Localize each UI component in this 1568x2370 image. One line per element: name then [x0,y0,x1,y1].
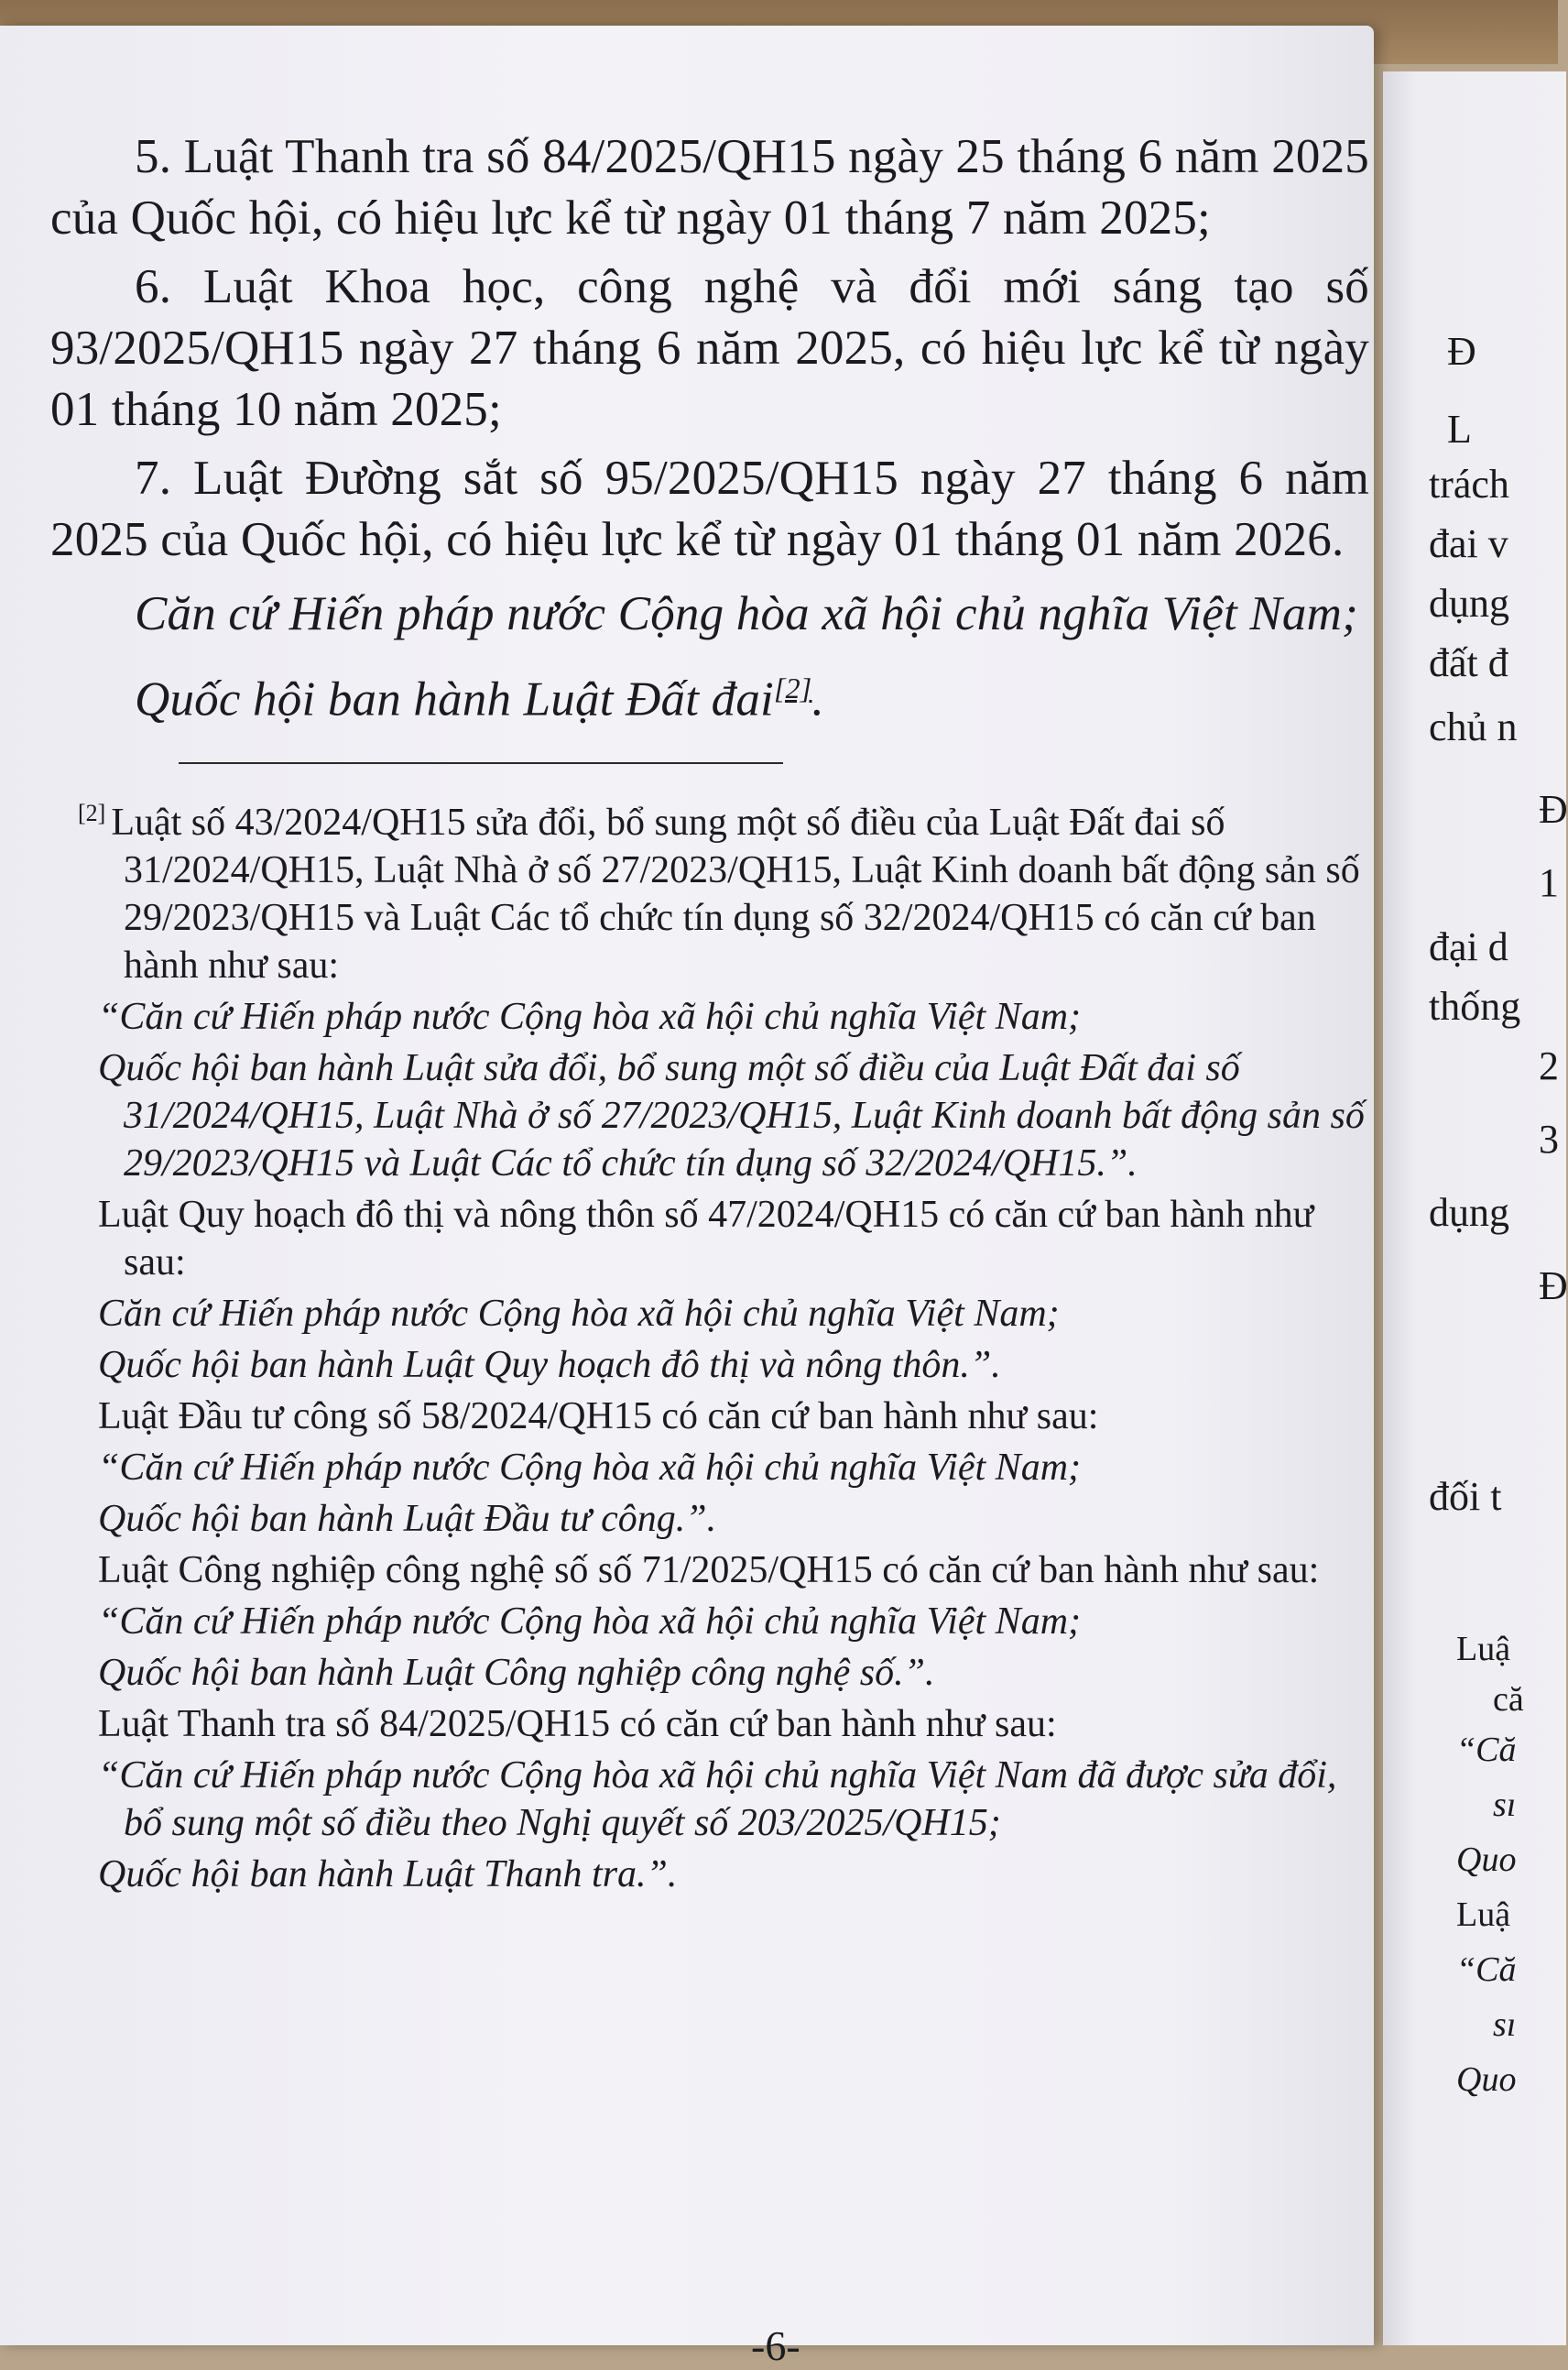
footnote-mark: [2] [78,799,106,826]
paragraph-item-7: 7. Luật Đường sắt số 95/2025/QH15 ngày 27 tháng 6 năm 2025 của Quốc hội, có hiệu lực kể từ ngày 01 tháng 01 năm 2026. [50,452,1369,566]
footnote-line: “Căn cứ Hiến pháp nước Cộng hòa xã hội chủ nghĩa Việt Nam; [98,1600,1082,1643]
footnote-line: Luật số 43/2024/QH15 sửa đổi, bổ sung một số điều của Luật Đất đai số 31/2024/QH15, Luật Nhà ở số 27/2023/QH15, Luật Kinh doanh bất động sản số 29/2023/QH15 và Luật Các tổ chức tín dụng số 32/2024/QH15 có căn cứ ban hành như sau: [111,801,1360,987]
next-page-fragment: 1 [1539,860,1559,905]
next-page-fragment: đất đ [1429,640,1508,685]
next-page-fragment: Luậ [1456,1630,1511,1668]
next-page-fragment: dụng [1429,1190,1509,1235]
next-page-fragment: L [1447,407,1472,452]
next-page-fragment: 3 [1539,1117,1559,1162]
footnote-divider [179,762,783,764]
next-page-fragment: Đ [1539,787,1568,832]
next-page-fragment: Luậ [1456,1895,1511,1934]
next-page-fragment: 2 [1539,1043,1559,1088]
footnote-line: “Căn cứ Hiến pháp nước Cộng hòa xã hội chủ nghĩa Việt Nam đã được sửa đổi, bổ sung một số điều theo Nghị quyết số 203/2025/QH15; [98,1753,1337,1844]
next-page-fragment: Quo [1456,2060,1517,2099]
next-page-edge [1383,71,1566,2345]
footnote-reference-link[interactable]: [2] [773,672,812,704]
next-page-fragment: Đ [1447,329,1476,374]
footnote-line: Luật Đầu tư công số 58/2024/QH15 có căn cứ ban hành như sau: [98,1394,1099,1437]
next-page-fragment: “Că [1456,1731,1517,1769]
paragraph-item-6: 6. Luật Khoa học, công nghệ và đổi mới sáng tạo số 93/2025/QH15 ngày 27 tháng 6 năm 2025, có hiệu lực kể từ ngày 01 tháng 10 năm 2025; [50,260,1369,436]
document-page [0,26,1374,2369]
footnote-entry [50,790,1369,989]
footnote-line: Quốc hội ban hành Luật sửa đổi, bổ sung một số điều của Luật Đất đai số 31/2024/QH15, Luật Nhà ở số 27/2023/QH15, Luật Kinh doanh bất động sản số 29/2023/QH15 và Luật Các tổ chức tín dụng số 32/2024/QH15.”. [98,1046,1365,1185]
paragraph-item-5: 5. Luật Thanh tra số 84/2025/QH15 ngày 25 tháng 6 năm 2025 của Quốc hội, có hiệu lực kể từ ngày 01 tháng 7 năm 2025; [50,130,1369,245]
next-page-fragment: đại d [1429,924,1508,969]
next-page-fragment: “Că [1456,1950,1517,1989]
next-page-fragment: dụng [1429,581,1509,626]
footnote-line: Quốc hội ban hành Luật Thanh tra.”. [98,1852,678,1895]
preamble-enactment-text: Quốc hội ban hành Luật Đất đai [135,672,774,726]
next-page-fragment: đai v [1429,521,1508,566]
preamble-enactment-period: . [811,672,824,726]
footnote-line: “Căn cứ Hiến pháp nước Cộng hòa xã hội chủ nghĩa Việt Nam; [98,995,1082,1038]
footnote-line: Quốc hội ban hành Luật Đầu tư công.”. [98,1497,717,1540]
next-page-fragment: Đ [1539,1263,1568,1308]
footnote-line: Quốc hội ban hành Luật Công nghiệp công nghệ số.”. [98,1651,935,1694]
footnote-line: “Căn cứ Hiến pháp nước Cộng hòa xã hội chủ nghĩa Việt Nam; [98,1446,1082,1489]
next-page-fragment: đối t [1429,1474,1502,1519]
page-number: -6- [751,2322,800,2369]
footnote-line: Luật Quy hoạch đô thị và nông thôn số 47/2024/QH15 có căn cứ ban hành như sau: [98,1193,1314,1283]
next-page-fragment: că [1493,1680,1524,1719]
page-content [50,126,1369,1902]
footnote-line: Luật Công nghiệp công nghệ số số 71/2025/QH15 có căn cứ ban hành như sau: [98,1548,1320,1591]
next-page-fragment: trách [1429,462,1509,507]
footnote-line: Quốc hội ban hành Luật Quy hoạch đô thị và nông thôn.”. [98,1343,1001,1386]
footnote-line: Luật Thanh tra số 84/2025/QH15 có căn cứ ban hành như sau: [98,1702,1057,1745]
footnote-line: Căn cứ Hiến pháp nước Cộng hòa xã hội chủ nghĩa Việt Nam; [98,1292,1060,1335]
preamble-constitution: Căn cứ Hiến pháp nước Cộng hòa xã hội chủ nghĩa Việt Nam; [135,587,1358,640]
next-page-fragment: sı [1493,1786,1517,1824]
next-page-fragment: Quo [1456,1840,1517,1879]
preamble-enactment [50,658,1369,731]
next-page-fragment: chủ n [1429,704,1518,749]
next-page-fragment: sı [1493,2005,1517,2044]
next-page-fragment: thống [1429,984,1521,1029]
